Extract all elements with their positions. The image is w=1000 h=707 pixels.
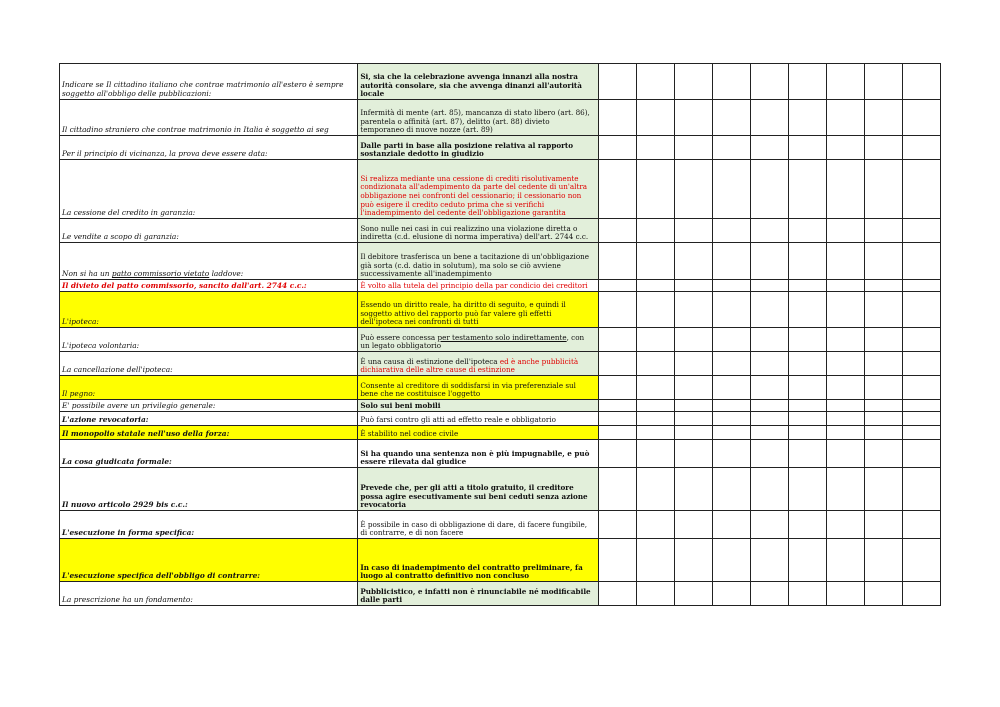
empty-cell	[598, 292, 636, 328]
empty-cell	[712, 400, 750, 412]
question-cell: Il divieto del patto commissorio, sancito dall'art. 2744 c.c.:	[60, 280, 358, 292]
empty-cell	[864, 280, 902, 292]
empty-cell	[712, 219, 750, 243]
empty-cell	[674, 292, 712, 328]
empty-cell	[750, 582, 788, 606]
answer-cell: È stabilito nel codice civile	[358, 426, 598, 440]
empty-cell	[598, 64, 636, 100]
question-cell: Il monopolio statale nell'uso della forza:	[60, 426, 358, 440]
empty-cell	[826, 219, 864, 243]
empty-cell	[788, 539, 826, 582]
empty-cell	[674, 280, 712, 292]
question-cell: Per il principio di vicinanza, la prova deve essere data:	[60, 136, 358, 160]
empty-cell	[902, 412, 940, 426]
empty-cell	[750, 64, 788, 100]
empty-cell	[636, 219, 674, 243]
table-row	[60, 100, 941, 136]
empty-cell	[598, 243, 636, 280]
empty-cell	[902, 426, 940, 440]
table-row	[60, 243, 941, 280]
empty-cell	[598, 328, 636, 352]
empty-cell	[826, 136, 864, 160]
empty-cell	[864, 582, 902, 606]
empty-cell	[674, 426, 712, 440]
empty-cell	[636, 376, 674, 400]
empty-cell	[750, 160, 788, 219]
empty-cell	[826, 582, 864, 606]
empty-cell	[826, 280, 864, 292]
empty-cell	[598, 280, 636, 292]
question-cell: Il nuovo articolo 2929 bis c.c.:	[60, 468, 358, 511]
empty-cell	[750, 292, 788, 328]
table-row	[60, 328, 941, 352]
empty-cell	[902, 376, 940, 400]
empty-cell	[712, 100, 750, 136]
empty-cell	[902, 243, 940, 280]
empty-cell	[712, 582, 750, 606]
empty-cell	[864, 539, 902, 582]
table-row	[60, 292, 941, 328]
empty-cell	[788, 376, 826, 400]
empty-cell	[864, 511, 902, 539]
empty-cell	[636, 136, 674, 160]
answer-cell: È possibile in caso di obbligazione di dare, di facere fungibile, di contrarre, e di non facere	[358, 511, 598, 539]
empty-cell	[750, 539, 788, 582]
empty-cell	[864, 328, 902, 352]
empty-cell	[826, 539, 864, 582]
answer-cell: Essendo un diritto reale, ha diritto di seguito, e quindi il soggetto attivo del rapporto può far valere gli effetti dell'ipoteca nei confronti di tutti	[358, 292, 598, 328]
empty-cell	[826, 160, 864, 219]
empty-cell	[674, 400, 712, 412]
empty-cell	[674, 468, 712, 511]
empty-cell	[712, 64, 750, 100]
empty-cell	[826, 100, 864, 136]
empty-cell	[674, 64, 712, 100]
empty-cell	[902, 511, 940, 539]
empty-cell	[636, 100, 674, 136]
empty-cell	[902, 328, 940, 352]
empty-cell	[788, 352, 826, 376]
empty-cell	[598, 440, 636, 468]
empty-cell	[636, 511, 674, 539]
empty-cell	[750, 400, 788, 412]
table-row	[60, 426, 941, 440]
table-row	[60, 400, 941, 412]
empty-cell	[788, 468, 826, 511]
empty-cell	[750, 376, 788, 400]
empty-cell	[864, 160, 902, 219]
empty-cell	[788, 136, 826, 160]
empty-cell	[750, 352, 788, 376]
answer-cell: Sono nulle nei casi in cui realizzino una violazione diretta o indiretta (c.d. elusione di norma imperativa) dell'art. 2744 c.c.	[358, 219, 598, 243]
empty-cell	[788, 219, 826, 243]
empty-cell	[750, 280, 788, 292]
table-row	[60, 468, 941, 511]
empty-cell	[788, 328, 826, 352]
empty-cell	[636, 582, 674, 606]
empty-cell	[826, 440, 864, 468]
empty-cell	[788, 400, 826, 412]
answer-cell: Prevede che, per gli atti a titolo gratuito, il creditore possa agire esecutivamente sui beni ceduti senza azione revocatoria	[358, 468, 598, 511]
question-cell: L'esecuzione in forma specifica:	[60, 511, 358, 539]
empty-cell	[750, 440, 788, 468]
empty-cell	[826, 511, 864, 539]
empty-cell	[902, 539, 940, 582]
empty-cell	[674, 136, 712, 160]
question-cell: L'ipoteca volontaria:	[60, 328, 358, 352]
empty-cell	[864, 136, 902, 160]
empty-cell	[598, 352, 636, 376]
empty-cell	[864, 440, 902, 468]
empty-cell	[636, 352, 674, 376]
empty-cell	[902, 100, 940, 136]
empty-cell	[636, 160, 674, 219]
question-cell: La cancellazione dell'ipoteca:	[60, 352, 358, 376]
table-row	[60, 376, 941, 400]
empty-cell	[902, 64, 940, 100]
empty-cell	[826, 328, 864, 352]
empty-cell	[712, 468, 750, 511]
empty-cell	[712, 328, 750, 352]
empty-cell	[598, 100, 636, 136]
empty-cell	[598, 412, 636, 426]
answer-cell: Dalle parti in base alla posizione relativa al rapporto sostanziale dedotto in giudizio	[358, 136, 598, 160]
empty-cell	[598, 426, 636, 440]
empty-cell	[750, 511, 788, 539]
empty-cell	[902, 160, 940, 219]
empty-cell	[598, 511, 636, 539]
empty-cell	[864, 376, 902, 400]
empty-cell	[674, 376, 712, 400]
empty-cell	[750, 426, 788, 440]
empty-cell	[636, 440, 674, 468]
empty-cell	[902, 219, 940, 243]
question-cell: Indicare se Il cittadino italiano che contrae matrimonio all'estero è sempre soggetto all'obbligo delle pubblicazioni:	[60, 64, 358, 100]
empty-cell	[674, 352, 712, 376]
table-row	[60, 352, 941, 376]
empty-cell	[750, 412, 788, 426]
answer-cell: Può essere concessa per testamento solo indirettamente, con un legato obbligatorio	[358, 328, 598, 352]
empty-cell	[750, 243, 788, 280]
empty-cell	[864, 468, 902, 511]
table-row	[60, 219, 941, 243]
empty-cell	[826, 400, 864, 412]
empty-cell	[636, 412, 674, 426]
empty-cell	[902, 136, 940, 160]
empty-cell	[636, 328, 674, 352]
empty-cell	[826, 468, 864, 511]
empty-cell	[750, 219, 788, 243]
empty-cell	[750, 100, 788, 136]
empty-cell	[864, 243, 902, 280]
table-row	[60, 440, 941, 468]
empty-cell	[674, 440, 712, 468]
empty-cell	[712, 440, 750, 468]
question-cell: La cessione del credito in garanzia:	[60, 160, 358, 219]
answer-cell: Infermità di mente (art. 85), mancanza di stato libero (art. 86), parentela o affinità (art. 87), delitto (art. 88) divieto temporaneo di nuove nozze (art. 89)	[358, 100, 598, 136]
empty-cell	[788, 412, 826, 426]
empty-cell	[674, 539, 712, 582]
empty-cell	[598, 160, 636, 219]
question-cell: La prescrizione ha un fondamento:	[60, 582, 358, 606]
empty-cell	[636, 426, 674, 440]
empty-cell	[674, 100, 712, 136]
empty-cell	[712, 352, 750, 376]
empty-cell	[636, 468, 674, 511]
empty-cell	[864, 64, 902, 100]
empty-cell	[636, 243, 674, 280]
empty-cell	[788, 100, 826, 136]
empty-cell	[750, 328, 788, 352]
empty-cell	[864, 400, 902, 412]
question-cell: Il pegno:	[60, 376, 358, 400]
answer-cell: Pubblicistico, e infatti non è rinunciabile né modificabile dalle parti	[358, 582, 598, 606]
empty-cell	[788, 426, 826, 440]
empty-cell	[636, 64, 674, 100]
empty-cell	[636, 280, 674, 292]
empty-cell	[788, 440, 826, 468]
empty-cell	[674, 160, 712, 219]
empty-cell	[598, 539, 636, 582]
empty-cell	[864, 352, 902, 376]
question-cell: La cosa giudicata formale:	[60, 440, 358, 468]
question-cell: L'esecuzione specifica dell'obbligo di contrarre:	[60, 539, 358, 582]
empty-cell	[598, 400, 636, 412]
empty-cell	[788, 511, 826, 539]
empty-cell	[788, 64, 826, 100]
answer-cell: Si ha quando una sentenza non è più impugnabile, e può essere rilevata dal giudice	[358, 440, 598, 468]
empty-cell	[902, 468, 940, 511]
empty-cell	[788, 582, 826, 606]
empty-cell	[712, 160, 750, 219]
question-cell: E' possibile avere un privilegio generale:	[60, 400, 358, 412]
answer-cell: È volto alla tutela del principio della par condicio dei creditori	[358, 280, 598, 292]
empty-cell	[636, 539, 674, 582]
spreadsheet-table	[59, 63, 941, 606]
empty-cell	[636, 400, 674, 412]
question-cell: L'ipoteca:	[60, 292, 358, 328]
empty-cell	[598, 136, 636, 160]
table-row	[60, 582, 941, 606]
empty-cell	[864, 412, 902, 426]
empty-cell	[674, 511, 712, 539]
answer-cell: Può farsi contro gli atti ad effetto reale e obbligatorio	[358, 412, 598, 426]
empty-cell	[826, 352, 864, 376]
empty-cell	[864, 426, 902, 440]
empty-cell	[864, 292, 902, 328]
empty-cell	[712, 292, 750, 328]
table-row	[60, 160, 941, 219]
answer-cell: Si realizza mediante una cessione di crediti risolutivamente condizionata all'adempimento da parte del cedente di un'altra obbligazione nei confronti del cessionario; il cessionario non può esigere il credito ceduto prima che si verifichi l'inadempimento del cedente dell'obbligazione garantita	[358, 160, 598, 219]
empty-cell	[598, 582, 636, 606]
empty-cell	[674, 328, 712, 352]
empty-cell	[712, 376, 750, 400]
empty-cell	[598, 376, 636, 400]
empty-cell	[826, 64, 864, 100]
table-row	[60, 412, 941, 426]
table-row	[60, 280, 941, 292]
empty-cell	[674, 412, 712, 426]
empty-cell	[902, 400, 940, 412]
question-cell: Non si ha un patto commissorio vietato laddove:	[60, 243, 358, 280]
empty-cell	[788, 243, 826, 280]
empty-cell	[712, 511, 750, 539]
empty-cell	[750, 468, 788, 511]
empty-cell	[902, 280, 940, 292]
empty-cell	[826, 376, 864, 400]
empty-cell	[674, 243, 712, 280]
answer-cell: Consente al creditore di soddisfarsi in via preferenziale sul bene che ne costituisce l'oggetto	[358, 376, 598, 400]
empty-cell	[712, 426, 750, 440]
answer-cell: Solo sui beni mobili	[358, 400, 598, 412]
empty-cell	[864, 219, 902, 243]
empty-cell	[598, 468, 636, 511]
empty-cell	[750, 136, 788, 160]
empty-cell	[902, 292, 940, 328]
table-row	[60, 511, 941, 539]
empty-cell	[712, 539, 750, 582]
empty-cell	[712, 136, 750, 160]
empty-cell	[902, 582, 940, 606]
empty-cell	[788, 292, 826, 328]
empty-cell	[902, 352, 940, 376]
empty-cell	[712, 280, 750, 292]
empty-cell	[788, 280, 826, 292]
empty-cell	[826, 426, 864, 440]
answer-cell: Il debitore trasferisca un bene a tacitazione di un'obbligazione già sorta (c.d. datio in solutum), ma solo se ciò avviene successivamente all'inadempimento	[358, 243, 598, 280]
empty-cell	[864, 100, 902, 136]
empty-cell	[674, 582, 712, 606]
empty-cell	[826, 292, 864, 328]
empty-cell	[826, 412, 864, 426]
question-cell: Le vendite a scopo di garanzia:	[60, 219, 358, 243]
empty-cell	[712, 412, 750, 426]
empty-cell	[712, 243, 750, 280]
question-cell: L'azione revocatoria:	[60, 412, 358, 426]
empty-cell	[788, 160, 826, 219]
table-row	[60, 539, 941, 582]
answer-cell: È una causa di estinzione dell'ipoteca ed è anche pubblicità dichiarativa delle altre cause di estinzione	[358, 352, 598, 376]
empty-cell	[636, 292, 674, 328]
table-row	[60, 136, 941, 160]
answer-cell: Si, sia che la celebrazione avvenga innanzi alla nostra autorità consolare, sia che avvenga dinanzi all'autorità locale	[358, 64, 598, 100]
answer-cell: In caso di inadempimento del contratto preliminare, fa luogo al contratto definitivo non concluso	[358, 539, 598, 582]
empty-cell	[826, 243, 864, 280]
table-row	[60, 64, 941, 100]
question-cell: Il cittadino straniero che contrae matrimonio in Italia è soggetto ai seg	[60, 100, 358, 136]
empty-cell	[598, 219, 636, 243]
empty-cell	[902, 440, 940, 468]
empty-cell	[674, 219, 712, 243]
